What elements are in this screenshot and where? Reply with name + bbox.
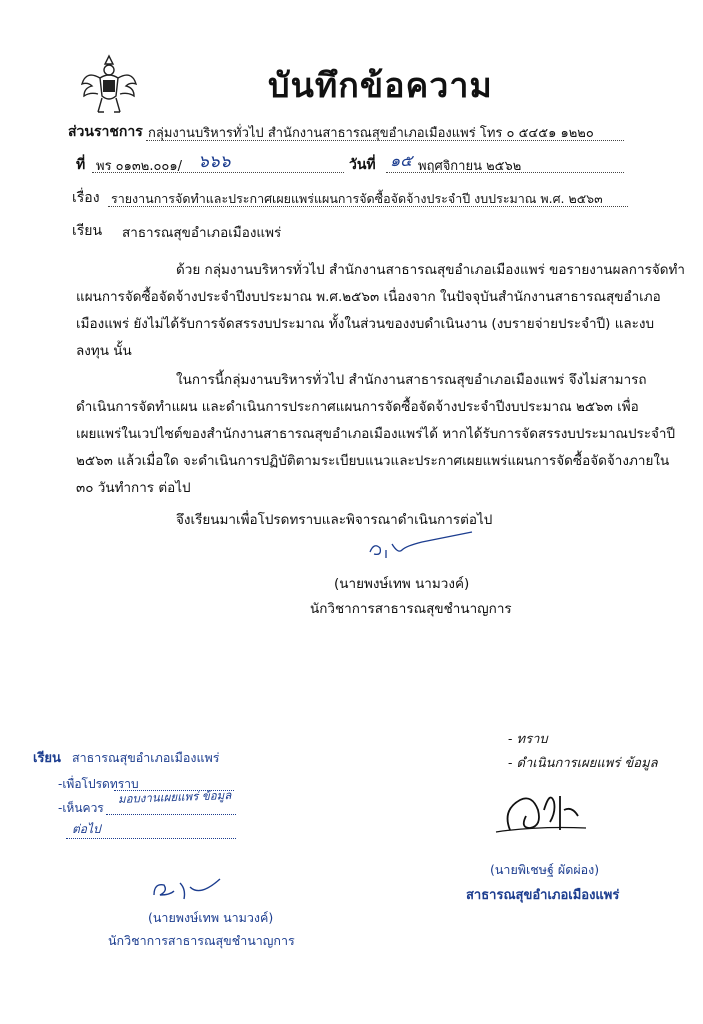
- stamp-line1: -เพื่อโปรดทราบ: [58, 777, 139, 791]
- subject-dotline: [108, 206, 628, 207]
- department-value: กลุ่มงานบริหารทั่วไป สำนักงานสาธารณสุขอำเภอเมืองแพร่ โทร ๐ ๕๔๕๑ ๑๒๒๐: [148, 126, 594, 141]
- signer-position: นักวิชาการสาธารณสุขชำนาญการ: [310, 601, 512, 617]
- subject-value: รายงานการจัดทำและประกาศเผยแพร่แผนการจัดซื้อจัดจ้างประจำปี งบประมาณ พ.ศ. ๒๕๖๓: [111, 191, 603, 206]
- garuda-emblem-icon: [78, 50, 140, 120]
- ref-dotline: [92, 172, 344, 173]
- memo-title: บันทึกข้อความ: [268, 66, 493, 106]
- date-label: วันที่: [349, 157, 376, 173]
- ref-label: ที่: [76, 157, 86, 173]
- approval-note2: - ดำเนินการเผยแพร่ ข้อมูล: [508, 756, 658, 771]
- body-p2-line4: ๒๕๖๓ แล้วเมื่อใด จะดำเนินการปฏิบัติตามระเบียบแนวและประกาศเผยแพร่แผนการจัดซื้อจัดจ้างภายใน: [76, 453, 670, 469]
- stamp-line3-handwritten: ต่อไป: [72, 822, 101, 836]
- body-p1-line4: ลงทุน นั้น: [76, 343, 132, 359]
- signer-signature: [360, 530, 480, 570]
- body-p2-line2: ดำเนินการจัดทำแผน และดำเนินการประกาศแผนการจัดซื้อจัดจ้างประจำปีงบประมาณ ๒๕๖๓ เพื่อ: [76, 399, 639, 415]
- approval-name: (นายพิเชษฐ์ ผัดผ่อง): [490, 862, 600, 877]
- date-dotline: [386, 172, 624, 173]
- approval-position: สาธารณสุขอำเภอเมืองแพร่: [466, 888, 620, 903]
- body-p1-line1: ด้วย กลุ่มงานบริหารทั่วไป สำนักงานสาธารณสุขอำเภอเมืองแพร่ ขอรายงานผลการจัดทำ: [176, 262, 685, 278]
- stamp-name: (นายพงษ์เทพ นามวงค์): [148, 910, 274, 925]
- body-p2-line5: ๓๐ วันทำการ ต่อไป: [76, 480, 191, 496]
- subject-label: เรื่อง: [72, 190, 100, 206]
- stamp-line3-dotline: [66, 838, 236, 839]
- stamp-line2-handwritten: มอบงานเผยแพร่ ข้อมูล: [117, 788, 232, 806]
- stamp-signature: [140, 875, 240, 909]
- date-day-handwritten: ๑๕: [390, 151, 413, 170]
- ref-value: พร ๐๑๓๒.๐๐๑/: [96, 159, 182, 174]
- stamp-to-value: สาธารณสุขอำเภอเมืองแพร่: [72, 750, 220, 765]
- approval-note1: - ทราบ: [508, 732, 548, 747]
- body-p1-line2: แผนการจัดซื้อจัดจ้างประจำปีงบประมาณ พ.ศ.๒๕๖๓ เนื่องจาก ในปัจจุบันสำนักงานสาธารณสุขอำเภอ: [76, 289, 661, 305]
- body-p1-line3: เมืองแพร่ ยังไม่ได้รับการจัดสรรงบประมาณ ทั้งในส่วนของงบดำเนินงาน (งบรายจ่ายประจำปี) และงบ: [76, 316, 655, 332]
- body-p2-line1: ในการนี้กลุ่มงานบริหารทั่วไป สำนักงานสาธารณสุขอำเภอเมืองแพร่ จึงไม่สามารถ: [176, 372, 647, 388]
- to-label: เรียน: [72, 223, 103, 239]
- signer-name: (นายพงษ์เทพ นามวงค์): [334, 576, 470, 592]
- department-label: ส่วนราชการ: [68, 124, 143, 140]
- stamp-to-label: เรียน: [33, 751, 61, 766]
- approval-signature: [490, 770, 600, 850]
- to-value: สาธารณสุขอำเภอเมืองแพร่: [122, 225, 282, 241]
- stamp-position: นักวิชาการสาธารณสุขชำนาญการ: [108, 933, 295, 948]
- stamp-line2-dotline: [106, 814, 236, 815]
- ref-number-handwritten: ๖๖๖: [198, 152, 231, 172]
- stamp-line2-label: -เห็นควร: [58, 801, 104, 815]
- date-rest: พฤศจิกายน ๒๕๖๒: [418, 159, 522, 174]
- body-p2-line3: เผยแพร่ในเวปไซต์ของสำนักงานสาธารณสุขอำเภอเมืองแพร่ได้ หากได้รับการจัดสรรงบประมาณประจำปี: [76, 426, 676, 442]
- closing-line: จึงเรียนมาเพื่อโปรดทราบและพิจารณาดำเนินการต่อไป: [176, 512, 493, 528]
- department-dotline: [146, 140, 624, 141]
